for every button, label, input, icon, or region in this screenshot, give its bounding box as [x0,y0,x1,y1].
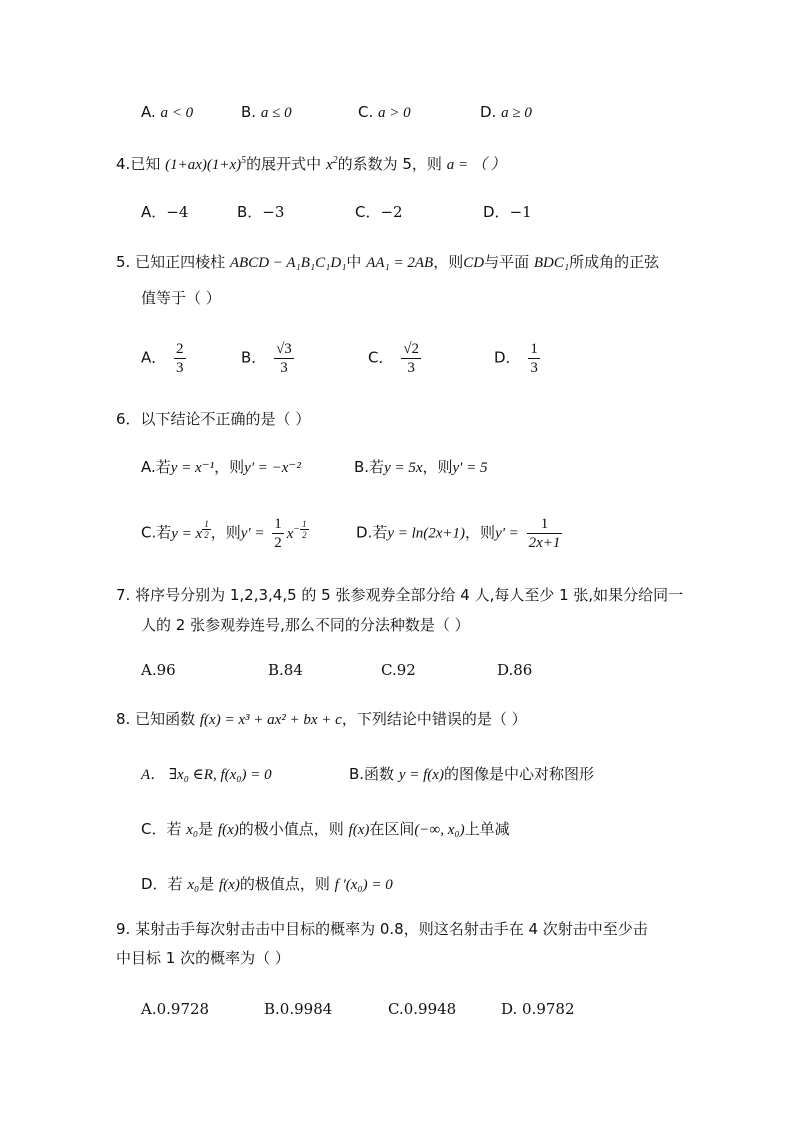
q4-option-a: A．−4 [141,203,189,221]
q6-stem: 6．以下结论不正确的是（ ） [116,410,311,428]
q3-option-c: C. a > 0 [358,103,411,121]
q9-option-b: B.0.9984 [264,1000,333,1018]
q8-stem: 8. 已知函数 f(x) = x³ + ax² + bx + c，下列结论中错误的是（ ） [116,710,527,728]
q6-option-c: C.若y = x $^{\frac{1}{2}}$ ，则y' = $\frac{1}{2}$ $x^{- \frac{1}{2}}$ [141,516,307,551]
q3-option-b: B. a ≤ 0 [241,103,292,121]
q7-stem-line1: 7. 将序号分别为 1,2,3,4,5 的 5 张参观券全部分给 4 人,每人至少 1 张,如果分给同一 [116,586,684,604]
q7-option-a: A.96 [141,661,176,679]
q7-option-d: D.86 [497,661,533,679]
q8-option-c: C．若 x₀是 f(x)的极小值点，则 f(x)在区间(−∞, x₀)上单减 [141,820,510,838]
q4-option-c: C．−2 [355,203,403,221]
q3-option-d: D. a ≥ 0 [480,103,532,121]
q5-option-d: D． $\frac{1}{3}$ [494,341,538,376]
q5-option-b: B． $\frac{√3}{3}$ [241,341,292,376]
q4-option-d: D．−1 [483,203,532,221]
q7-option-c: C.92 [381,661,416,679]
q9-option-c: C.0.9948 [388,1000,457,1018]
q5-stem-line1: 5. 已知正四棱柱 ABCD − A₁B₁C₁D₁中 AA₁ = 2AB，则CD与平面 BDC₁所成角的正弦 [116,253,660,271]
q4-stem: 4.已知 $(1+ax)(1+x)^5$的展开式中 $x^2$的系数为 5，则 a = （ ） [116,155,506,173]
q4-option-b: B．−3 [237,203,285,221]
q8-option-d: D．若 x₀是 f(x)的极值点，则 f '(x₀) = 0 [141,875,393,893]
q6-option-a: A.若y = x⁻¹，则y' = −x⁻² [141,458,301,476]
q8-option-a: A． ∃x₀ ∈R, f(x₀) = 0 [141,767,272,783]
q8-option-b: B.函数 y = f(x)的图像是中心对称图形 [349,765,594,783]
q7-stem-line2: 人的 2 张参观券连号,那么不同的分法种数是（ ） [141,616,470,634]
q9-option-d: D. 0.9782 [501,1000,575,1018]
q5-option-c: C． $\frac{√2}{3}$ [368,341,419,376]
q3-option-a: A. a < 0 [141,103,194,121]
q9-option-a: A.0.9728 [141,1000,210,1018]
q5-stem-line2: 值等于（ ） [141,289,221,307]
q7-option-b: B.84 [268,661,303,679]
q9-stem-line1: 9. 某射击手每次射击击中目标的概率为 0.8，则这名射击手在 4 次射击中至少击 [116,920,648,938]
q5-option-a: A． $\frac{2}{3}$ [141,341,184,376]
q6-option-d: D.若y = ln(2x+1)，则y' = $\frac{1}{2x+1}$ [356,516,561,551]
q9-stem-line2: 中目标 1 次的概率为（ ） [116,949,290,967]
q6-option-b: B.若y = 5x，则y' = 5 [354,458,488,476]
